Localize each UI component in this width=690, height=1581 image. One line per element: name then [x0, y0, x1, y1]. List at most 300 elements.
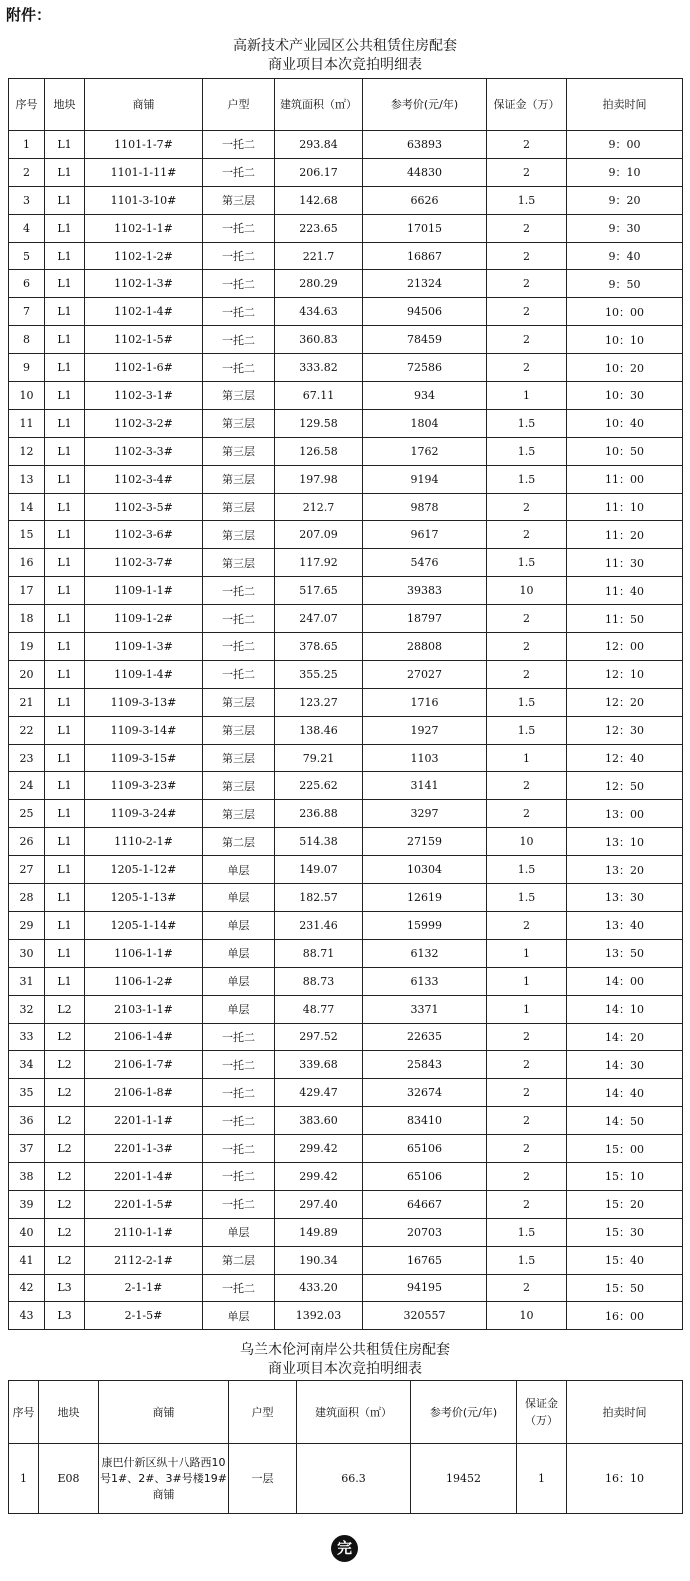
cell-deposit: 2: [487, 354, 567, 382]
cell-time: 11：40: [567, 577, 683, 605]
header-index: 序号: [9, 1381, 39, 1444]
cell-deposit: 10: [487, 1302, 567, 1330]
cell-type: 一托二: [203, 158, 275, 186]
cell-index: 13: [9, 465, 45, 493]
cell-price: 934: [363, 382, 487, 410]
cell-deposit: 2: [487, 214, 567, 242]
cell-plot: L1: [45, 660, 85, 688]
cell-plot: L2: [45, 1135, 85, 1163]
cell-plot: L1: [45, 772, 85, 800]
cell-type: 单层: [203, 995, 275, 1023]
cell-shop: 1109-3-24#: [85, 800, 203, 828]
cell-area: 236.88: [275, 800, 363, 828]
cell-index: 18: [9, 605, 45, 633]
cell-type: 一托二: [203, 577, 275, 605]
cell-index: 10: [9, 382, 45, 410]
cell-time: 16：00: [567, 1302, 683, 1330]
cell-shop: 1109-1-1#: [85, 577, 203, 605]
cell-area: 48.77: [275, 995, 363, 1023]
header-area: 建筑面积（㎡）: [297, 1381, 411, 1444]
cell-deposit: 1: [487, 995, 567, 1023]
cell-time: 9：00: [567, 131, 683, 159]
cell-deposit: 1.5: [487, 716, 567, 744]
cell-plot: L1: [45, 521, 85, 549]
cell-type: 第三层: [203, 549, 275, 577]
table2-title-line2: 商业项目本次竞拍明细表: [268, 1361, 422, 1377]
cell-deposit: 2: [487, 158, 567, 186]
cell-index: 21: [9, 688, 45, 716]
cell-index: 16: [9, 549, 45, 577]
cell-shop: 1205-1-13#: [85, 884, 203, 912]
cell-area: 149.07: [275, 856, 363, 884]
cell-deposit: 1.5: [487, 549, 567, 577]
cell-type: 一托二: [203, 326, 275, 354]
cell-shop: 2110-1-1#: [85, 1218, 203, 1246]
cell-deposit: 1: [517, 1444, 567, 1514]
cell-time: 13：20: [567, 856, 683, 884]
cell-index: 37: [9, 1135, 45, 1163]
cell-type: 一托二: [203, 214, 275, 242]
cell-plot: L1: [45, 716, 85, 744]
cell-time: 15：00: [567, 1135, 683, 1163]
table-row: [9, 214, 683, 242]
cell-deposit: 2: [487, 800, 567, 828]
cell-plot: L2: [45, 1023, 85, 1051]
cell-price: 15999: [363, 911, 487, 939]
cell-index: 41: [9, 1246, 45, 1274]
cell-area: 280.29: [275, 270, 363, 298]
cell-price: 64667: [363, 1190, 487, 1218]
cell-price: 1103: [363, 744, 487, 772]
cell-index: 14: [9, 493, 45, 521]
cell-price: 6132: [363, 939, 487, 967]
cell-plot: L3: [45, 1302, 85, 1330]
cell-index: 23: [9, 744, 45, 772]
table-row: [9, 270, 683, 298]
table-row: [9, 242, 683, 270]
cell-price: 78459: [363, 326, 487, 354]
cell-area: 66.3: [297, 1444, 411, 1514]
table-row: [9, 856, 683, 884]
cell-price: 1804: [363, 409, 487, 437]
cell-type: 第三层: [203, 800, 275, 828]
table-row: [9, 158, 683, 186]
cell-index: 40: [9, 1218, 45, 1246]
cell-deposit: 1: [487, 744, 567, 772]
cell-shop: 1102-3-6#: [85, 521, 203, 549]
table-row: [9, 1079, 683, 1107]
cell-shop: 1101-1-11#: [85, 158, 203, 186]
cell-deposit: 1.5: [487, 409, 567, 437]
cell-index: 3: [9, 186, 45, 214]
cell-type: 一托二: [203, 1051, 275, 1079]
cell-shop: 2103-1-1#: [85, 995, 203, 1023]
cell-price: 3297: [363, 800, 487, 828]
cell-plot: L1: [45, 605, 85, 633]
header-index: 序号: [9, 79, 45, 131]
cell-price: 94506: [363, 298, 487, 326]
cell-area: 117.92: [275, 549, 363, 577]
cell-type: 第三层: [203, 382, 275, 410]
header-plot: 地块: [45, 79, 85, 131]
header-deposit: 保证金（万）: [517, 1381, 567, 1444]
table1-title-line2: 商业项目本次竞拍明细表: [268, 57, 422, 73]
cell-shop: 2-1-1#: [85, 1274, 203, 1302]
table-row: [9, 772, 683, 800]
cell-time: 10：50: [567, 437, 683, 465]
cell-index: 38: [9, 1162, 45, 1190]
table-row: [9, 326, 683, 354]
cell-area: 206.17: [275, 158, 363, 186]
cell-deposit: 2: [487, 1023, 567, 1051]
cell-type: 第三层: [203, 186, 275, 214]
table-row: [9, 382, 683, 410]
table-row: [9, 1274, 683, 1302]
cell-time: 10：20: [567, 354, 683, 382]
table-row: [9, 409, 683, 437]
cell-deposit: 2: [487, 633, 567, 661]
cell-index: 11: [9, 409, 45, 437]
cell-index: 26: [9, 828, 45, 856]
cell-time: 13：10: [567, 828, 683, 856]
table-row: [9, 437, 683, 465]
table-row: [9, 1246, 683, 1274]
cell-deposit: 1.5: [487, 1246, 567, 1274]
cell-type: 一层: [229, 1444, 297, 1514]
cell-deposit: 2: [487, 1135, 567, 1163]
cell-plot: L2: [45, 1051, 85, 1079]
cell-plot: L1: [45, 158, 85, 186]
cell-type: 第三层: [203, 772, 275, 800]
cell-area: 297.52: [275, 1023, 363, 1051]
cell-price: 72586: [363, 354, 487, 382]
cell-time: 10：00: [567, 298, 683, 326]
cell-shop: 1101-1-7#: [85, 131, 203, 159]
cell-time: 13：50: [567, 939, 683, 967]
cell-time: 13：40: [567, 911, 683, 939]
table-row: [9, 633, 683, 661]
cell-deposit: 1.5: [487, 884, 567, 912]
cell-shop: 1205-1-12#: [85, 856, 203, 884]
cell-shop: 2106-1-8#: [85, 1079, 203, 1107]
table2-title-line1: 乌兰木伦河南岸公共租赁住房配套: [240, 1342, 450, 1358]
cell-price: 3141: [363, 772, 487, 800]
cell-deposit: 1.5: [487, 688, 567, 716]
cell-area: 67.11: [275, 382, 363, 410]
cell-shop: 1106-1-1#: [85, 939, 203, 967]
cell-type: 一托二: [203, 270, 275, 298]
cell-time: 10：40: [567, 409, 683, 437]
cell-price: 22635: [363, 1023, 487, 1051]
cell-plot: L1: [45, 354, 85, 382]
cell-shop: 1102-1-2#: [85, 242, 203, 270]
table-row: [9, 884, 683, 912]
cell-time: 9：20: [567, 186, 683, 214]
cell-plot: L1: [45, 493, 85, 521]
cell-area: 429.47: [275, 1079, 363, 1107]
cell-type: 一托二: [203, 298, 275, 326]
table-row: [9, 1023, 683, 1051]
cell-index: 30: [9, 939, 45, 967]
cell-area: 293.84: [275, 131, 363, 159]
end-stamp-icon: 完: [331, 1535, 358, 1562]
cell-deposit: 2: [487, 1079, 567, 1107]
cell-price: 28808: [363, 633, 487, 661]
cell-index: 25: [9, 800, 45, 828]
cell-deposit: 1.5: [487, 1218, 567, 1246]
cell-index: 9: [9, 354, 45, 382]
cell-area: 142.68: [275, 186, 363, 214]
cell-deposit: 2: [487, 1162, 567, 1190]
cell-type: 第二层: [203, 828, 275, 856]
cell-time: 12：30: [567, 716, 683, 744]
cell-area: 433.20: [275, 1274, 363, 1302]
cell-shop: 1106-1-2#: [85, 967, 203, 995]
cell-index: 43: [9, 1302, 45, 1330]
cell-time: 11：30: [567, 549, 683, 577]
cell-price: 5476: [363, 549, 487, 577]
cell-deposit: 1: [487, 967, 567, 995]
cell-shop: 1205-1-14#: [85, 911, 203, 939]
cell-index: 12: [9, 437, 45, 465]
cell-time: 12：00: [567, 633, 683, 661]
cell-time: 12：20: [567, 688, 683, 716]
cell-type: 单层: [203, 911, 275, 939]
cell-index: 35: [9, 1079, 45, 1107]
cell-index: 8: [9, 326, 45, 354]
cell-type: 一托二: [203, 1107, 275, 1135]
cell-area: 212.7: [275, 493, 363, 521]
cell-deposit: 2: [487, 1190, 567, 1218]
cell-time: 9：50: [567, 270, 683, 298]
cell-index: 19: [9, 633, 45, 661]
cell-area: 297.40: [275, 1190, 363, 1218]
header-time: 拍卖时间: [567, 79, 683, 131]
cell-plot: L1: [45, 437, 85, 465]
cell-plot: L1: [45, 298, 85, 326]
cell-type: 单层: [203, 939, 275, 967]
cell-shop: 1102-3-2#: [85, 409, 203, 437]
cell-time: 13：30: [567, 884, 683, 912]
cell-area: 223.65: [275, 214, 363, 242]
table-row: [9, 828, 683, 856]
cell-time: 11：00: [567, 465, 683, 493]
cell-index: 36: [9, 1107, 45, 1135]
header-type: 户型: [229, 1381, 297, 1444]
cell-deposit: 2: [487, 326, 567, 354]
cell-price: 44830: [363, 158, 487, 186]
cell-plot: L1: [45, 186, 85, 214]
cell-time: 11：20: [567, 521, 683, 549]
cell-area: 517.65: [275, 577, 363, 605]
cell-area: 138.46: [275, 716, 363, 744]
cell-price: 27027: [363, 660, 487, 688]
cell-price: 63893: [363, 131, 487, 159]
table-row: [9, 131, 683, 159]
cell-price: 10304: [363, 856, 487, 884]
cell-time: 12：10: [567, 660, 683, 688]
cell-deposit: 10: [487, 577, 567, 605]
cell-type: 一托二: [203, 1135, 275, 1163]
cell-index: 28: [9, 884, 45, 912]
cell-price: 32674: [363, 1079, 487, 1107]
table2-header-row: [9, 1381, 683, 1444]
header-shop: 商铺: [99, 1381, 229, 1444]
cell-type: 第三层: [203, 409, 275, 437]
cell-time: 10：10: [567, 326, 683, 354]
cell-area: 197.98: [275, 465, 363, 493]
cell-type: 一托二: [203, 1274, 275, 1302]
cell-time: 14：40: [567, 1079, 683, 1107]
cell-deposit: 2: [487, 1274, 567, 1302]
cell-deposit: 2: [487, 270, 567, 298]
header-price: 参考价(元/年): [363, 79, 487, 131]
cell-price: 3371: [363, 995, 487, 1023]
cell-deposit: 2: [487, 521, 567, 549]
cell-time: 9：10: [567, 158, 683, 186]
cell-type: 一托二: [203, 633, 275, 661]
cell-plot: L2: [45, 1190, 85, 1218]
cell-plot: L2: [45, 1246, 85, 1274]
cell-index: 4: [9, 214, 45, 242]
cell-price: 19452: [411, 1444, 517, 1514]
table-row: [9, 493, 683, 521]
cell-time: 15：30: [567, 1218, 683, 1246]
cell-price: 9194: [363, 465, 487, 493]
cell-index: 39: [9, 1190, 45, 1218]
cell-price: 27159: [363, 828, 487, 856]
cell-area: 360.83: [275, 326, 363, 354]
cell-time: 14：10: [567, 995, 683, 1023]
cell-type: 一托二: [203, 354, 275, 382]
cell-shop: 2112-2-1#: [85, 1246, 203, 1274]
cell-index: 22: [9, 716, 45, 744]
table-row: [9, 1107, 683, 1135]
cell-area: 182.57: [275, 884, 363, 912]
cell-shop: 2106-1-7#: [85, 1051, 203, 1079]
cell-plot: L3: [45, 1274, 85, 1302]
cell-shop: 1109-3-15#: [85, 744, 203, 772]
cell-price: 1716: [363, 688, 487, 716]
cell-plot: L1: [45, 270, 85, 298]
cell-shop: 1102-1-6#: [85, 354, 203, 382]
cell-type: 一托二: [203, 1079, 275, 1107]
cell-area: 190.34: [275, 1246, 363, 1274]
cell-area: 339.68: [275, 1051, 363, 1079]
cell-price: 6133: [363, 967, 487, 995]
cell-price: 17015: [363, 214, 487, 242]
cell-shop: 1102-3-1#: [85, 382, 203, 410]
auction-table-1: [8, 78, 683, 1330]
cell-area: 88.71: [275, 939, 363, 967]
cell-type: 一托二: [203, 1023, 275, 1051]
cell-area: 378.65: [275, 633, 363, 661]
cell-type: 单层: [203, 856, 275, 884]
table1-title-line1: 高新技术产业园区公共租赁住房配套: [233, 38, 457, 54]
table-row: [9, 1302, 683, 1330]
cell-deposit: 2: [487, 660, 567, 688]
cell-shop: 1109-3-14#: [85, 716, 203, 744]
cell-shop: 1110-2-1#: [85, 828, 203, 856]
cell-plot: L1: [45, 967, 85, 995]
cell-price: 320557: [363, 1302, 487, 1330]
cell-deposit: 10: [487, 828, 567, 856]
cell-time: 12：50: [567, 772, 683, 800]
cell-shop: 2201-1-5#: [85, 1190, 203, 1218]
cell-shop: 1102-3-7#: [85, 549, 203, 577]
cell-type: 第三层: [203, 688, 275, 716]
cell-plot: L1: [45, 577, 85, 605]
cell-area: 247.07: [275, 605, 363, 633]
table-row: [9, 911, 683, 939]
table-row: [9, 660, 683, 688]
cell-plot: L1: [45, 131, 85, 159]
table-row: [9, 995, 683, 1023]
cell-plot: L1: [45, 242, 85, 270]
cell-time: 14：20: [567, 1023, 683, 1051]
cell-price: 65106: [363, 1162, 487, 1190]
table-row: [9, 465, 683, 493]
header-shop: 商铺: [85, 79, 203, 131]
header-plot: 地块: [39, 1381, 99, 1444]
cell-shop: 1109-3-13#: [85, 688, 203, 716]
cell-type: 第三层: [203, 716, 275, 744]
cell-plot: L1: [45, 549, 85, 577]
cell-type: 单层: [203, 1302, 275, 1330]
cell-area: 383.60: [275, 1107, 363, 1135]
cell-time: 15：40: [567, 1246, 683, 1274]
table1-header-row: [9, 79, 683, 131]
table-row: [9, 186, 683, 214]
cell-shop: 1109-1-3#: [85, 633, 203, 661]
table-row: [9, 354, 683, 382]
cell-plot: L2: [45, 1162, 85, 1190]
cell-plot: L2: [45, 1107, 85, 1135]
cell-deposit: 2: [487, 1051, 567, 1079]
header-time: 拍卖时间: [567, 1381, 683, 1444]
cell-price: 39383: [363, 577, 487, 605]
cell-area: 149.89: [275, 1218, 363, 1246]
cell-shop: 2201-1-4#: [85, 1162, 203, 1190]
cell-area: 221.7: [275, 242, 363, 270]
auction-table-2: [8, 1380, 683, 1514]
cell-price: 9617: [363, 521, 487, 549]
cell-deposit: 2: [487, 131, 567, 159]
cell-type: 第三层: [203, 437, 275, 465]
cell-type: 单层: [203, 1218, 275, 1246]
cell-deposit: 1.5: [487, 856, 567, 884]
cell-time: 14：00: [567, 967, 683, 995]
table-row: [9, 967, 683, 995]
cell-shop: 1102-3-4#: [85, 465, 203, 493]
cell-plot: L1: [45, 633, 85, 661]
cell-shop: 2201-1-1#: [85, 1107, 203, 1135]
cell-type: 第二层: [203, 1246, 275, 1274]
cell-price: 65106: [363, 1135, 487, 1163]
cell-deposit: 2: [487, 493, 567, 521]
cell-index: 33: [9, 1023, 45, 1051]
cell-shop: 1109-1-4#: [85, 660, 203, 688]
table-row: [9, 298, 683, 326]
cell-index: 6: [9, 270, 45, 298]
cell-area: 225.62: [275, 772, 363, 800]
cell-plot: L1: [45, 409, 85, 437]
cell-index: 20: [9, 660, 45, 688]
cell-index: 5: [9, 242, 45, 270]
cell-type: 单层: [203, 967, 275, 995]
table-row: [9, 1190, 683, 1218]
cell-index: 31: [9, 967, 45, 995]
